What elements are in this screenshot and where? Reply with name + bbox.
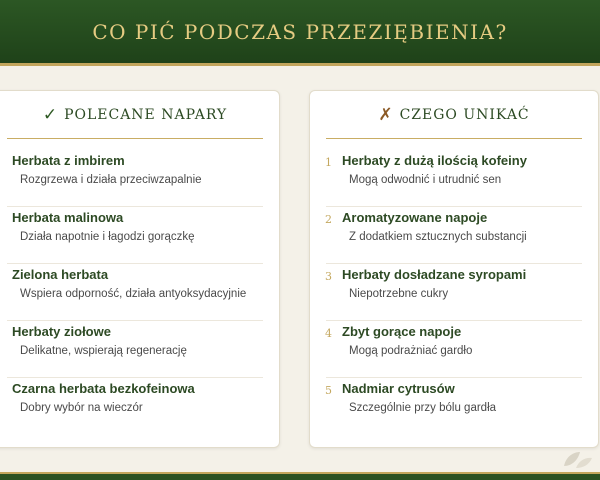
avoid-panel-title — [326, 91, 582, 139]
item-title: Herbata z imbirem — [12, 153, 125, 168]
cross-icon: ✗ — [378, 104, 394, 125]
list-item — [310, 210, 598, 267]
footer-bar — [0, 472, 600, 480]
list-item — [0, 267, 279, 324]
item-number: 4 — [325, 327, 332, 340]
item-description: Niepotrzebne cukry — [349, 288, 449, 300]
item-title: Zielona herbata — [12, 267, 109, 282]
item-description: Mogą podrażniać gardło — [349, 345, 473, 357]
list-item — [0, 324, 279, 381]
item-title: Herbaty z dużą ilością kofeiny — [342, 153, 527, 168]
item-description: Z dodatkiem sztucznych substancji — [349, 231, 527, 243]
item-title: Herbaty dosładzane syropami — [342, 267, 527, 282]
item-title: Herbaty ziołowe — [12, 324, 111, 339]
page-title: CO PIĆ PODCZAS PRZEZIĘBIENIA? — [92, 19, 508, 44]
list-item — [0, 153, 279, 210]
recommended-panel-title — [7, 91, 263, 139]
avoid-list — [310, 153, 598, 438]
item-description: Działa napotnie i łagodzi gorączkę — [20, 231, 195, 243]
list-item — [0, 381, 279, 438]
list-item — [310, 153, 598, 210]
list-item — [310, 381, 598, 438]
item-title: Czarna herbata bezkofeinowa — [12, 381, 195, 396]
list-item — [310, 267, 598, 324]
item-description: Mogą odwodnić i utrudnić sen — [349, 174, 502, 186]
recommended-panel — [0, 90, 280, 448]
item-number: 2 — [325, 213, 332, 226]
leaf-decoration-icon — [560, 446, 594, 470]
list-item — [310, 324, 598, 381]
recommended-title-label: POLECANE NAPARY — [64, 106, 228, 123]
item-title: Nadmiar cytrusów — [342, 381, 455, 396]
header-banner — [0, 0, 600, 66]
item-number: 5 — [325, 384, 332, 397]
item-number: 1 — [325, 156, 332, 169]
item-description: Wspiera odporność, działa antyoksydacyjnie — [20, 288, 247, 300]
item-title: Herbata malinowa — [12, 210, 124, 225]
item-number: 3 — [325, 270, 332, 283]
avoid-panel — [309, 90, 599, 448]
item-title: Aromatyzowane napoje — [342, 210, 488, 225]
avoid-title-label: CZEGO UNIKAĆ — [399, 106, 530, 123]
item-description: Delikatne, wspierają regenerację — [20, 345, 187, 357]
item-title: Zbyt gorące napoje — [342, 324, 462, 339]
item-description: Dobry wybór na wieczór — [20, 402, 143, 414]
item-description: Rozgrzewa i działa przeciwzapalnie — [20, 174, 202, 186]
check-icon: ✓ — [42, 104, 59, 125]
recommended-list — [0, 153, 279, 438]
list-item — [0, 210, 279, 267]
item-description: Szczególnie przy bólu gardła — [349, 402, 497, 414]
